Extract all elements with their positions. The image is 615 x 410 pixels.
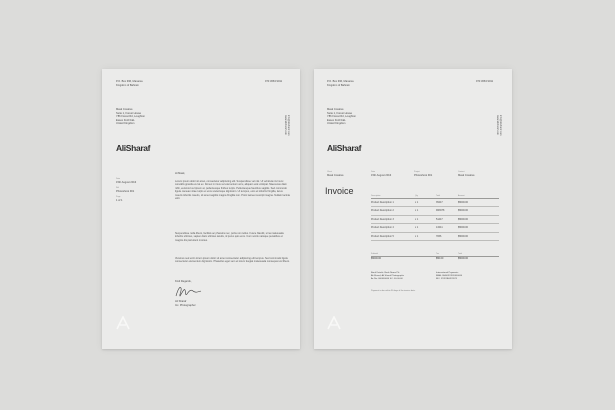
invoice-title: Invoice <box>325 186 354 196</box>
sender-address-line: P.O. Box 396, Manama <box>327 80 354 83</box>
cell-description: Product Description 2 <box>371 209 394 213</box>
meta-label: Ref <box>116 187 119 189</box>
brand-logo: AliSharaf <box>327 143 362 153</box>
table-row <box>371 199 499 207</box>
signature-icon <box>174 285 202 299</box>
cell-qty: x 1 <box>415 217 419 221</box>
letter-greeting: Hi Mask, <box>175 172 186 175</box>
bank-line: Ac No: 000000000 SC: 00-00-00 <box>371 278 403 280</box>
sender-address-line: Kingdom of Bahrain <box>327 83 350 87</box>
brand-monogram-icon <box>116 316 130 330</box>
table-row <box>371 207 499 215</box>
letter-paragraph: Vivamus sed enim lorem ipsum dolor sit amet consectetur adipiscing elit tempus. Sed commodo ligula consectetur elementum dignissim. Phasellus eget sem et lorem feugiat malesuada consequat vel libero. <box>175 257 290 264</box>
invoice-footer-note: Payment is due within 30 days of the invoice date. <box>371 290 416 292</box>
recipient-line: Y86 Forest Rd, Loughton <box>116 115 145 119</box>
recipient-line: United Kingdom <box>327 122 346 126</box>
totals-value-row <box>371 257 499 261</box>
meta-value: 15th August 2013 <box>116 181 137 184</box>
cell-description: Product Description 5 <box>371 234 394 238</box>
recipient-line: Mask Creative <box>116 108 133 111</box>
table-row <box>371 216 499 224</box>
cell-qty: x 1 <box>415 234 419 238</box>
meta-label: Contact <box>458 171 465 173</box>
meta-label: Page <box>116 196 121 198</box>
contact-website: www.alisharaf.com <box>284 115 287 135</box>
cell-qty: x 1 <box>415 209 419 213</box>
meta-label: Project <box>414 171 420 173</box>
cell-code: 7836 <box>436 234 442 238</box>
meta-value: Photoshoot 901 <box>116 190 135 193</box>
payment-line: IBAN: BH00XXXX0000000 <box>436 275 463 277</box>
recipient-line: Essex IG10 1EL <box>327 118 346 122</box>
contact-email: info@alisharaf.com <box>287 115 290 136</box>
subtotal-value: $5000.00 <box>371 257 381 260</box>
meta-label: Client <box>327 171 332 173</box>
table-row <box>371 233 499 241</box>
sender-phone: 973 3663 9011 <box>265 80 283 83</box>
cell-description: Product Description 1 <box>371 201 394 204</box>
totals-label: Total <box>458 253 462 255</box>
invoice-table <box>371 194 499 241</box>
meta-label: Date <box>116 178 120 180</box>
cell-qty: x 1 <box>415 201 419 204</box>
letter-closing: Kind Regards, <box>175 280 192 283</box>
contact-email: info@alisharaf.com <box>499 115 502 136</box>
letterhead-sheet <box>102 69 300 349</box>
meta-value: Mask Creative <box>327 174 344 177</box>
cell-amount: $5000.00 <box>458 226 468 230</box>
letter-paragraph: Lorem ipsum dolor sit amet, consectetur adipiscing elit. Suspendisse vel nisi. Ut vehicula nisl nunc convallis gravida vel at ex. Donec in risus vel elementum arcu, aliquam erat volutpat. Maecenas diam nibh, euismod vel ipsum at, pellentesque finibus turpis. Pellentesque faucibus sagittis. Sed commodo ligula. Aenean vitae turpis et eros scelerisque dignissim. Ut tempus, eros et lobortis fringilla, lacus mauris lobortis mauris, sit amet sagittis magna fringilla non. Proin laoreet suscipit magna. Nullam lacinia velit. <box>175 180 290 201</box>
cell-code: 51447 <box>436 217 443 221</box>
signature-title: Inc. Photographer <box>175 303 196 307</box>
column-header: Amount <box>458 195 465 197</box>
cell-amount: $5000.00 <box>458 234 468 238</box>
bank-line: Ali Sharaf, Ali Sharaf Photographs <box>371 275 405 277</box>
tax-value: $50.00 <box>436 257 444 260</box>
meta-label: Date <box>371 171 375 173</box>
cell-amount: $5000.00 <box>458 201 468 204</box>
recipient-line: Y86 Forest Rd, Loughton <box>327 115 356 119</box>
cell-amount: $5000.00 <box>458 217 468 221</box>
total-value: $5000.00 <box>458 257 468 260</box>
cell-code: 35447 <box>436 201 443 204</box>
column-header: Description <box>371 195 381 197</box>
bank-line: Bank Details: Bank Name Plc <box>371 272 400 274</box>
letter-paragraph: Suspendisse nulla libero, facilisis ac pharetra nec, porta non tellus. Fusce blandit, urna malesuada lobortis ultricies, sapien diam ultricies iaculis, id purus quis eros. Cum sociis natoque penatibus et magnis dis parturient montes. <box>175 232 284 242</box>
brand-logo: AliSharaf <box>116 143 151 153</box>
sender-address-line: P.O. Box 396, Manama <box>116 80 143 83</box>
recipient-line: Essex IG10 1EL <box>116 118 135 122</box>
sender-phone: 973 3663 9011 <box>476 80 494 83</box>
meta-value: 15th August 2013 <box>371 174 392 177</box>
brand-monogram-icon <box>327 316 341 330</box>
signature-name: Ali Sharaf <box>175 300 187 303</box>
contact-vertical <box>496 115 502 136</box>
totals-label: Subtotal <box>371 253 378 255</box>
totals-label: Tax <box>436 253 439 255</box>
recipient-line: Suite 1, Forest House <box>327 111 353 115</box>
table-row <box>371 224 499 232</box>
meta-value: Mask Creative <box>458 174 475 177</box>
recipient-line: Mask Creative <box>327 108 344 111</box>
cell-qty: x 1 <box>415 226 419 230</box>
contact-vertical <box>284 115 290 136</box>
meta-value: Photoshoot 901 <box>414 174 433 177</box>
payment-line: International Payments <box>436 272 459 274</box>
cell-amount: $5000.00 <box>458 209 468 213</box>
recipient-line: United Kingdom <box>116 122 135 126</box>
cell-code: 13441 <box>436 226 443 230</box>
sender-address-line: Kingdom of Bahrain <box>116 83 139 87</box>
cell-code: R03678 <box>436 209 445 213</box>
invoice-sheet <box>314 69 512 349</box>
recipient-line: Suite 1, Forest House <box>116 111 142 115</box>
column-header: Qty <box>415 195 418 197</box>
cell-description: Product Description 3 <box>371 217 394 221</box>
column-header: Total <box>436 195 440 197</box>
payment-line: BIC: XXXXBHXXXXX <box>436 278 458 280</box>
totals-block <box>371 252 499 261</box>
meta-value: 1 of 1 <box>116 199 123 202</box>
cell-description: Product Description 4 <box>371 226 394 230</box>
contact-website: www.alisharaf.com <box>496 115 499 135</box>
